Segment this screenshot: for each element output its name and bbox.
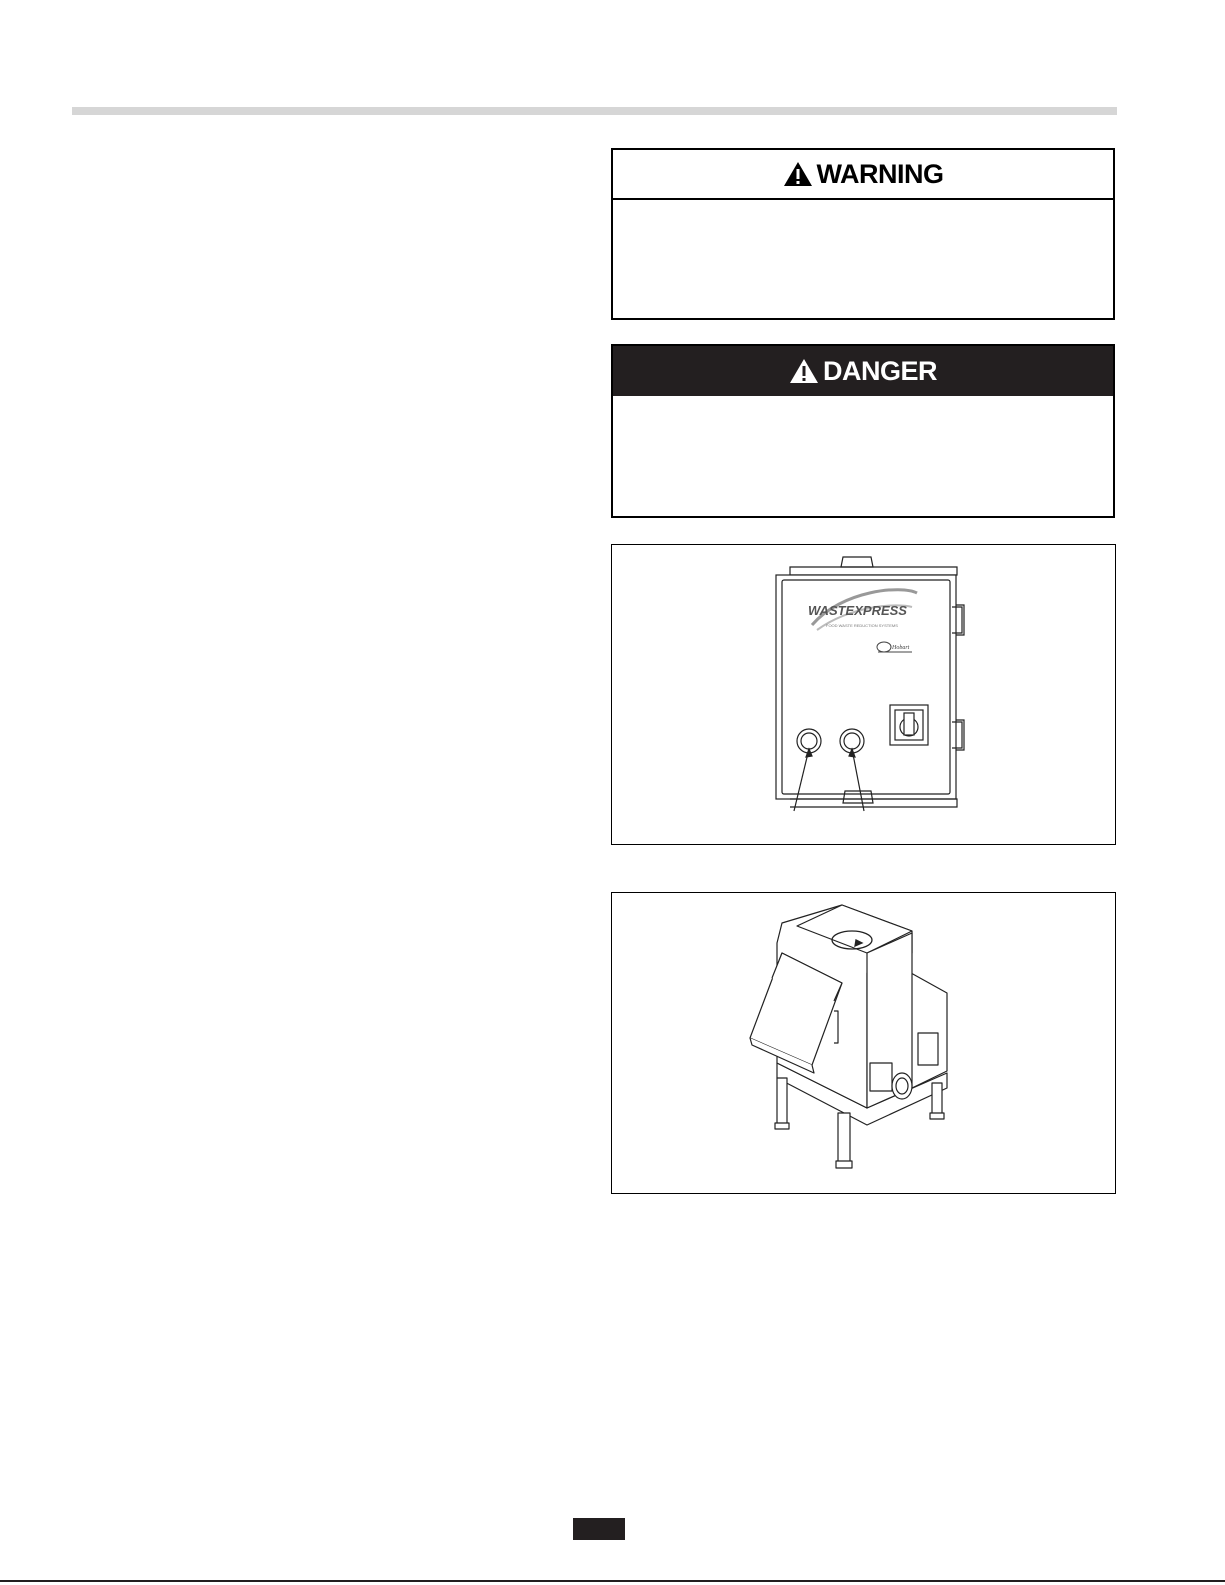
warning-header	[613, 150, 1113, 200]
warning-notice	[611, 148, 1115, 320]
danger-header	[613, 346, 1113, 396]
control-panel-illustration	[612, 545, 1115, 844]
warning-label: WARNING	[816, 158, 944, 189]
page-number-tab	[573, 1518, 625, 1540]
warning-body	[613, 200, 1113, 318]
alert-triangle-icon	[789, 358, 819, 384]
brand-logo-text: WASTEXPRESS	[808, 603, 907, 618]
danger-notice	[611, 344, 1115, 518]
machine-figure	[611, 892, 1116, 1194]
alert-triangle-icon	[783, 161, 813, 187]
footer-rule	[0, 1580, 1225, 1582]
brand-tagline-text: FOOD WASTE REDUCTION SYSTEMS	[826, 623, 898, 628]
machine-illustration	[612, 893, 1115, 1193]
header-rule	[72, 107, 1117, 115]
svg-text:Hobart: Hobart	[892, 645, 910, 651]
danger-body	[613, 396, 1113, 516]
control-panel-figure	[611, 544, 1116, 845]
danger-label: DANGER	[822, 355, 937, 386]
